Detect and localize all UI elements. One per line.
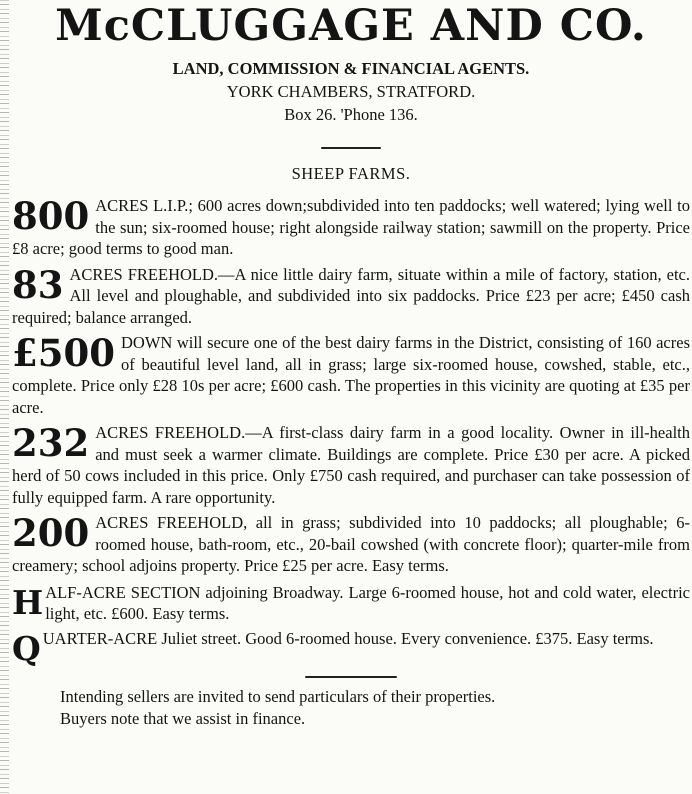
- company-contact: Box 26. 'Phone 136.: [284, 105, 418, 124]
- company-address: YORK CHAMBERS, STRATFORD.: [226, 82, 476, 101]
- listing-initial: H: [12, 582, 44, 622]
- footer: [12, 686, 690, 730]
- listing-text: ACRES FREEHOLD.—A first-class dairy farm in a good locality. Owner in ill-health and must seek a warmer climate. Buildings are complete. Price £30 per acre. A picked herd of 50 cows included in this price. Only £750 cash required, and purchaser can take possession of fully equipped farm. A rare opportunity.: [12, 423, 690, 507]
- listing-200-acres: [12, 512, 690, 577]
- footer-sellers-note: Intending sellers are invited to send particulars of their properties.: [60, 686, 496, 706]
- listing-lead: £500: [12, 331, 115, 375]
- listing-text: ALF-ACRE SECTION adjoining Broadway. Large 6-roomed house, hot and cold water, electric light, etc. £600. Easy terms.: [45, 582, 690, 623]
- listing-lead: 200: [12, 511, 90, 555]
- listing-lead: 232: [12, 421, 90, 465]
- company-tagline: LAND, COMMISSION & FINANCIAL AGENTS.: [172, 59, 530, 78]
- listing-lead: 83: [12, 262, 64, 307]
- listing-text: ACRES L.I.P.; 600 acres down;subdivided into ten paddocks; well watered; lying well to the sun; six-roomed house; right alongside railway station; sawmill on the property. Price £8 acre; good terms to good man.: [12, 196, 690, 258]
- section-title: SHEEP FARMS.: [291, 164, 411, 183]
- listing-232-acres: [12, 422, 690, 508]
- divider: [305, 676, 397, 678]
- listing-83-acres: [12, 264, 690, 329]
- listing-text: ACRES FREEHOLD.—A nice little dairy farm, situate within a mile of factory, station, etc. All level and ploughable, and subdivided into six paddocks. Price £23 per acre; £450 cash required; balance arranged.: [12, 264, 690, 327]
- scan-edge: [0, 0, 9, 794]
- listing-500-down: [12, 332, 690, 418]
- listing-text: DOWN will secure one of the best dairy farms in the District, consisting of 160 acres of beautiful level land, all in grass; large six-roomed house, cowshed, stable, etc., complete. Price only £28 10s per acre; £600 cash. The properties in this vicinity are quoting at £35 per acre.: [12, 333, 690, 417]
- listing-initial: Q: [12, 628, 41, 668]
- advertisement: [12, 0, 690, 794]
- listing-quarter-acre: [12, 628, 690, 666]
- divider: [321, 147, 381, 149]
- listing-text: ACRES FREEHOLD, all in grass; subdivided into 10 paddocks; all ploughable; 6-roomed house, bath-room, etc., 20-bail cowshed (with concrete floor); quarter-mile from creamery; school adjoins property. Price £25 per acre. Easy terms.: [12, 513, 690, 575]
- footer-buyers-note: Buyers note that we assist in finance.: [60, 708, 306, 728]
- listing-half-acre: [12, 582, 690, 625]
- company-name: McCLUGGAGE AND CO.: [55, 1, 647, 51]
- listing-lead: 800: [12, 194, 90, 238]
- listing-text: UARTER-ACRE Juliet street. Good 6-roomed house. Every convenience. £375. Easy terms.: [42, 628, 654, 648]
- listing-800-acres: [12, 195, 690, 260]
